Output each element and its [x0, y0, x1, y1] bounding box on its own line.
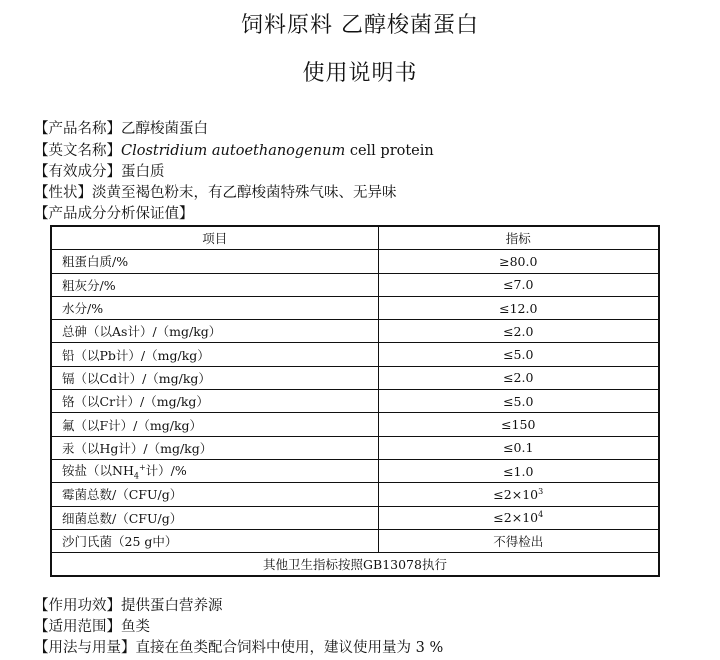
value-exponent: 3 — [538, 486, 544, 496]
table-row — [51, 436, 659, 459]
header-item: 项目 — [51, 226, 378, 250]
function-line — [34, 596, 223, 616]
analysis-heading: 【产品成分分析保证值】 — [34, 206, 194, 222]
value-base: ≤2×10 — [493, 486, 539, 502]
item-cell: 水分/% — [51, 296, 378, 319]
value-cell — [378, 506, 659, 529]
table-row — [51, 390, 659, 413]
value-cell: ≤2.0 — [378, 366, 659, 389]
analysis-table — [50, 225, 660, 577]
value-cell: ≥80.0 — [378, 250, 659, 273]
table-row — [51, 459, 659, 482]
table-row — [51, 343, 659, 366]
value-cell: ≤150 — [378, 413, 659, 436]
product-name-line — [34, 119, 208, 139]
value-exponent: 4 — [538, 510, 544, 520]
item-cell: 氟（以F计）/（mg/kg） — [51, 413, 378, 436]
function-value: 提供蛋白营养源 — [121, 598, 223, 614]
table-footer-row — [51, 553, 659, 577]
properties-value: 淡黄至褐色粉末，有乙醇梭菌特殊气味、无异味 — [92, 185, 397, 201]
english-name-rest: cell protein — [345, 143, 434, 159]
item-cell: 铬（以Cr计）/（mg/kg） — [51, 390, 378, 413]
superscript-text: + — [138, 463, 146, 473]
properties-line — [34, 183, 397, 203]
scope-value: 鱼类 — [121, 619, 150, 635]
item-cell: 总砷（以As计）/（mg/kg） — [51, 320, 378, 343]
english-name-label: 【英文名称】 — [34, 143, 121, 159]
table-row — [51, 529, 659, 552]
table-row — [51, 483, 659, 506]
value-base: ≤2×10 — [493, 510, 539, 526]
active-component-value: 蛋白质 — [121, 164, 165, 180]
value-cell: ≤5.0 — [378, 343, 659, 366]
document-subtitle: 使用说明书 — [302, 61, 418, 86]
table-row — [51, 296, 659, 319]
table-header-row — [51, 226, 659, 250]
product-name-value: 乙醇梭菌蛋白 — [121, 121, 208, 137]
table-row — [51, 366, 659, 389]
header-indicator: 指标 — [378, 226, 659, 250]
item-cell: 粗灰分/% — [51, 273, 378, 296]
value-cell: ≤0.1 — [378, 436, 659, 459]
english-name-line — [34, 141, 434, 161]
table-row — [51, 273, 659, 296]
properties-label: 【性状】 — [34, 185, 92, 201]
item-cell: 细菌总数/（CFU/g） — [51, 506, 378, 529]
item-cell — [51, 459, 378, 482]
table-row — [51, 413, 659, 436]
table-row — [51, 506, 659, 529]
subscript-text: 4 — [133, 471, 139, 481]
item-text-post: 计）/% — [145, 463, 187, 479]
scope-label: 【适用范围】 — [34, 619, 121, 635]
usage-label: 【用法与用量】 — [34, 640, 136, 656]
value-cell: ≤2.0 — [378, 320, 659, 343]
table-row — [51, 250, 659, 273]
active-component-label: 【有效成分】 — [34, 164, 121, 180]
value-cell: ≤12.0 — [378, 296, 659, 319]
item-cell: 铅（以Pb计）/（mg/kg） — [51, 343, 378, 366]
value-cell: ≤1.0 — [378, 459, 659, 482]
usage-line — [34, 638, 443, 658]
active-component-line — [34, 162, 165, 182]
product-name-label: 【产品名称】 — [34, 121, 121, 137]
value-cell: ≤5.0 — [378, 390, 659, 413]
value-cell — [378, 483, 659, 506]
scope-line — [34, 617, 150, 637]
function-label: 【作用功效】 — [34, 598, 121, 614]
value-cell: ≤7.0 — [378, 273, 659, 296]
item-cell: 镉（以Cd计）/（mg/kg） — [51, 366, 378, 389]
item-cell: 汞（以Hg计）/（mg/kg） — [51, 436, 378, 459]
item-cell: 霉菌总数/（CFU/g） — [51, 483, 378, 506]
table-row — [51, 320, 659, 343]
item-cell: 粗蛋白质/% — [51, 250, 378, 273]
document-title: 饲料原料 乙醇梭菌蛋白 — [241, 13, 479, 38]
item-text-pre: 铵盐（以NH — [62, 463, 134, 479]
value-cell: 不得检出 — [378, 529, 659, 552]
usage-value: 直接在鱼类配合饲料中使用，建议使用量为 3 % — [135, 640, 444, 656]
item-cell: 沙门氏菌（25 g中） — [51, 529, 378, 552]
table-footer: 其他卫生指标按照GB13078执行 — [51, 553, 659, 577]
english-name-italic: Clostridium autoethanogenum — [121, 143, 346, 159]
